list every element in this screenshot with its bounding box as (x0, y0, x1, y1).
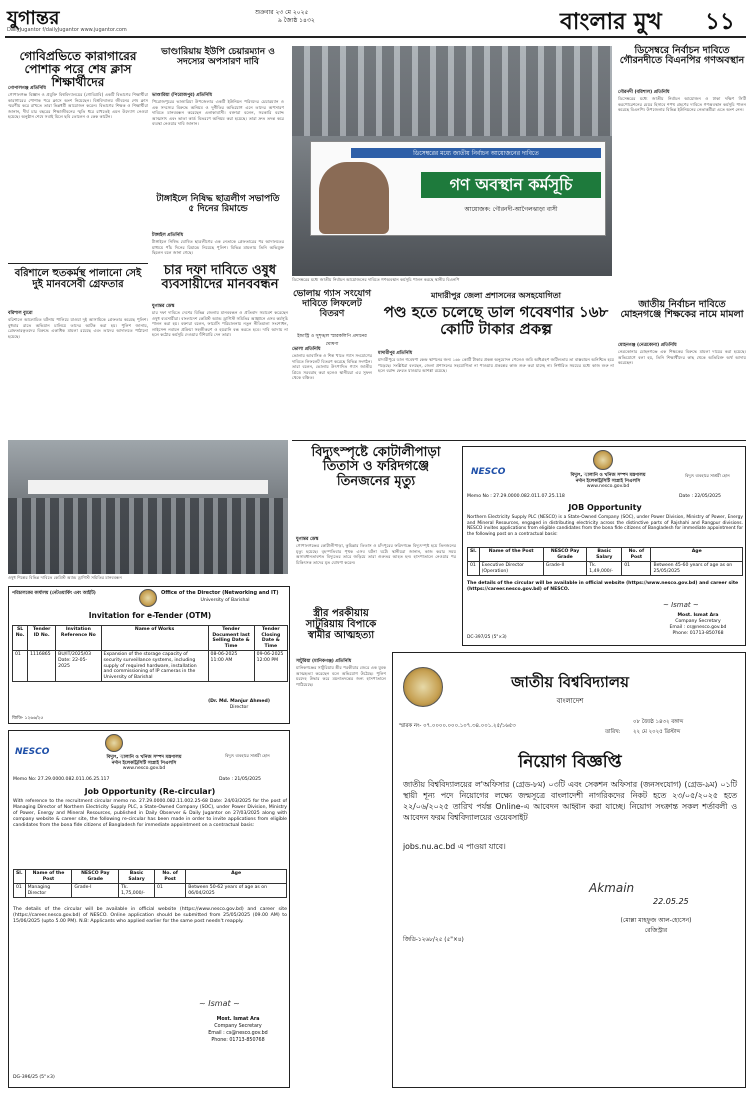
social-links[interactable]: DailyJugantor f/dailyJugantor www.jugantor.com (7, 27, 127, 33)
nesco-sign-title: Company Secretary (675, 619, 721, 624)
cell: Tk. 1,75,000/- (119, 884, 155, 898)
story-4-body: চার দফা দাবিতে দেশের বিভিন্ন জেলায় মানববন্ধন ও প্রতিবাদ সমাবেশ করেছেন ওষুধ ব্যবসায়ীরা। বাংলাদেশ কেমিস্ট অ্যান্ড ড্রাগিস্ট সমিতির আহ্বানে এসব কর্মসূচি পালন করা হয়। বক্তারা বলেন, ফার্মেসি পরিচালনায় নতুন নীতিমালা সংশোধন, লাইসেন্স নবায়ন প্রক্রিয়া সহজীকরণ ও হয়রানি বন্ধ করতে হবে। দাবি আদায় না হলে কঠোর কর্মসূচি দেওয়ার হুঁশিয়ারি দেন তারা। (152, 310, 288, 338)
rally-banner (310, 141, 606, 236)
cell: 01 (468, 562, 480, 576)
nesco-emblem-icon (105, 734, 123, 752)
tender-sign-name: (Dr. Md. Manjur Ahmed) (208, 699, 270, 704)
nesco-memo: Memo No: 27.29.0000.082.011.06.25.117 (13, 777, 110, 782)
nesco-memo: Memo No : 27.29.0000.082.011.07.25.118 (467, 494, 565, 499)
nesco-table (467, 547, 743, 576)
story-1-body: গোপালগঞ্জ বিজ্ঞান ও প্রযুক্তি বিশ্ববিদ্যালয়ের (গোবিপ্রবি) একটি বিভাগের শিক্ষার্থীরা কারাগারের পোশাক পরে ক্লাসে অংশ নিয়েছেন। বিশ্ববিদ্যালয় জীবনের শেষ ক্লাস স্মরণীয় করে রাখতে তারা ভিন্নধর্মী আয়োজন করেন। বিভাগের শিক্ষক ও শিক্ষার্থীরা জানান, দীর্ঘ চার বছরের শিক্ষাজীবনের স্মৃতি ধরে রাখতেই এমন উদ্যোগ নেওয়া হয়েছে। অনুষ্ঠান শেষে সবাই মিলে ছবি তোলেন ও কেক কাটেন। (8, 92, 148, 120)
cell: 01 (155, 884, 186, 898)
th: Sl. (14, 870, 26, 884)
story-4-byline: যুগান্তর ডেস্ক (152, 304, 175, 309)
cell: BU/IT/2025/03 Date: 22-05-2025 (56, 651, 101, 682)
signature: ~ Ismat ~ (199, 999, 240, 1008)
story-8-body: মাদারীপুরে ডাল গবেষণা কেন্দ্র স্থাপনের জন্য ১৬৮ কোটি টাকার প্রকল্প অনুমোদন পেলেও জমি অধিগ্রহণ জটিলতায় তা বাস্তবায়ন অনিশ্চিত হয়ে পড়েছে। সংশ্লিষ্টরা বলছেন, জেলা প্রশাসনের সহযোগিতা না পাওয়ায় প্রকল্পের কাজ শুরু করা যাচ্ছে না। নির্ধারিত সময়ের মধ্যে কাজ শুরু না হলে বরাদ্দ ফেরত যাওয়ার আশঙ্কা রয়েছে। (378, 357, 614, 374)
nesco-emblem-icon (593, 450, 613, 470)
nesco-phone: Phone: 01713-850768 (672, 631, 724, 636)
tender-table (12, 625, 288, 682)
th: Name of the Post (479, 548, 543, 562)
crowd-top (292, 46, 612, 136)
nesco-title: JOB Opportunity (568, 503, 642, 512)
medicine-protest-photo (8, 440, 288, 574)
nu-date2: ২২ মে ২০২৫ খ্রিস্টাব্দ (633, 729, 681, 735)
cell: Executive Director (Operation) (479, 562, 543, 576)
story-10-body: গোপালগঞ্জের কোটালীপাড়া, কুমিল্লার তিতাস ও চাঁদপুরের ফরিদগঞ্জে বিদ্যুৎস্পৃষ্ট হয়ে তিনজনের মৃত্যু হয়েছে। বৃহস্পতিবার পৃথক এসব ঘটনা ঘটে। স্থানীয়রা জানান, কাজ করার সময় অসাবধানতাবশত বিদ্যুতের তারে জড়িয়ে তারা গুরুতর আহত হন। হাসপাতালে নেওয়ার পর চিকিৎসক তাদের মৃত ঘোষণা করেন। (296, 543, 456, 565)
th: Basic Salary (119, 870, 155, 884)
ad-code: DG-396/25 (5"×3) (13, 1075, 55, 1080)
story-11-title: স্ত্রীর পরকীয়ায় সাটুরিয়ায় বিপাকে স্বামীর আত্মহত্যা (305, 608, 377, 641)
nu-signer-title: রেজিস্ট্রার (644, 927, 668, 934)
tender-sign-title: Director (229, 705, 249, 710)
story-2-title: ভাণ্ডারিয়ায় ইউপি চেয়ারম্যান ও সদস্যের অপসারণ দাবি (161, 47, 275, 67)
th: Name of Works (101, 626, 208, 651)
nesco-table (13, 869, 287, 898)
story-3-body: টাঙ্গাইলে নিষিদ্ধ ঘোষিত ছাত্রলীগের এক নেতাকে গ্রেফতারের পর আদালতের মাধ্যমে পাঁচ দিনের রিমান্ডে নিয়েছে পুলিশ। বিভিন্ন মামলায় তিনি অভিযুক্ত ছিলেন বলে জানা গেছে। (152, 239, 284, 256)
story-11-byline: সাটুরিয়া (মানিকগঞ্জ) প্রতিনিধি (296, 659, 352, 664)
nesco-table-header (468, 548, 743, 562)
nu-date-label: তারিখ: (605, 729, 621, 735)
nu-signer: (মোল্লা মাহফুজ আল-হোসেন) (620, 917, 692, 924)
nu-signature: Akmain (589, 881, 635, 895)
story-7-kicker: ইন্ডাস্ট্রি ও সুশৃঙ্খল স্মারকলিপি প্রদানের ঘোষণা (297, 334, 367, 347)
cell: 09-06-2025 12:00 PM (254, 651, 287, 682)
story-7-body: ভোলায় আবাসিক ও শিল্প খাতে গ্যাস সংযোগের দাবিতে লিফলেট বিতরণ করেছে বিভিন্ন সংগঠন। তারা বলেন, ভোলায় উৎপাদিত গ্যাস জাতীয় গ্রিডে সরবরাহ করা হলেও স্থানীয়রা এর সুফল থেকে বঞ্চিত। (292, 353, 372, 381)
story-3-byline: টাঙ্গাইল প্রতিনিধি (152, 233, 184, 238)
th: Tender Closing Date & Time (254, 626, 287, 651)
story-4-title: চার দফা দাবিতে ওষুধ ব্যবসায়ীদের মানববন্ধন (161, 263, 279, 293)
cell: Between 50-62 years of age as on 06/04/2025 (186, 884, 287, 898)
story-9-body: নেত্রকোনার মোহনগঞ্জে এক শিক্ষকের বিরুদ্ধে মামলা দায়ের করা হয়েছে। অভিযোগে বলা হয়, তিনি শিক্ষার্থীদের কাছ থেকে অতিরিক্ত অর্থ আদায় করেছেন। (618, 349, 746, 366)
th: Tender Document last Selling Date & Time (208, 626, 254, 651)
story-9-byline: মোহনগঞ্জ (নেত্রকোনা) প্রতিনিধি (618, 343, 677, 348)
tender-office-bn: পরিচালকের কার্যালয় (নেটওয়ার্কিং এবং আইটি) (12, 591, 96, 596)
banner-line-3: আয়োজক: গৌরনদী-আগৈলঝাড়া বাসী (464, 206, 558, 213)
nesco-email: Email : cs@nesco.gov.bd (208, 1031, 268, 1036)
nesco-email: Email : cs@nesco.gov.bd (669, 625, 727, 630)
nesco-web[interactable]: www.nesco.gov.bd (122, 766, 166, 771)
story-2-byline: ভাণ্ডারিয়া (পিরোজপুর) প্রতিনিধি (152, 93, 213, 98)
tender-ad (8, 586, 290, 724)
banner-strip (28, 480, 268, 494)
university-emblem-icon (139, 589, 157, 607)
cell: 01 (622, 562, 651, 576)
story-9-title: জাতীয় নির্বাচন দাবিতে মোহনগঞ্জে শিক্ষকের নামে মামলা (620, 299, 744, 321)
nesco-logo: NESCO (471, 467, 506, 477)
story-1-title: গোবিপ্রভিতে কারাগারের পোশাক পরে শেষ ক্লাস শিক্ষার্থীদের (19, 49, 137, 90)
nesco-phone: Phone: 01713-850768 (211, 1038, 265, 1043)
tender-table-header (13, 626, 288, 651)
cell: Expansion of the storage capacity of security surveillance systems, including supply of required hardware, installation and commissioning of IP cameras in the University of Barishal (101, 651, 208, 682)
nu-title: নিয়োগ বিজ্ঞপ্তি (518, 752, 622, 772)
story-6-byline: বরিশাল ব্যুরো (8, 311, 33, 316)
medicine-photo-caption: ওষুধ শিল্পের বিভিন্ন দাবিতে কেমিস্ট অ্যান্ড ড্রাগিস্ট সমিতির মানববন্ধন (8, 575, 122, 580)
nesco-job-ad (462, 446, 746, 646)
th: Name of the Post (25, 870, 72, 884)
nesco-sign-name: Most. Ismat Ara (216, 1017, 260, 1022)
rally-photo-caption: ডিসেম্বরের মধ্যে জাতীয় নির্বাচন আয়োজনের দাবিতে গণঅবস্থান কর্মসূচি পালন করছে স্থানীয় বিএনপি (292, 277, 460, 282)
nu-ref: স্মারক নং- ০৭.০০০০.০০০.১০৭.৩৪.০০১.২৫/১৬৫৩ (399, 723, 516, 729)
cell: 01 (13, 651, 28, 682)
tender-office-en: Office of the Director (Networking and IT) (161, 590, 279, 596)
table-row (468, 562, 743, 576)
nesco-date: Date : 21/05/2025 (219, 777, 261, 782)
th: Age (186, 870, 287, 884)
nesco-recircular-ad (8, 730, 290, 1088)
divider (8, 263, 148, 264)
story-10-title: বিদ্যুৎস্পৃষ্টে কোটালীপাড়া তিতাস ও ফরিদগঞ্জে তিনজনের মৃত্যু (311, 445, 441, 489)
banner-portrait (319, 162, 389, 234)
cell: 1116865 (28, 651, 56, 682)
nesco-ministry: বিদ্যুৎ, জ্বালানি ও খনিজ সম্পদ মন্ত্রণালয় (570, 473, 646, 478)
nu-name: জাতীয় বিশ্ববিদ্যালয় (511, 673, 629, 691)
masthead-logo: যুগান্তর (7, 7, 60, 29)
story-5-byline: গৌরনদী (বরিশাল) প্রতিনিধি (618, 90, 670, 95)
nu-date1: ০৮ জ্যৈষ্ঠ ১৪৩২ বঙ্গাব্দ (633, 719, 684, 725)
banner-line-2: গণ অবস্থান কর্মসূচি (421, 172, 601, 198)
story-7-byline: ভোলা প্রতিনিধি (292, 347, 321, 352)
date-line-1: শুক্রবার ২৩ মে ২০২৫ (255, 9, 309, 16)
story-8-title: পণ্ড হতে চলেছে ডাল গবেষণার ১৬৮ কোটি টাকার প্রকল্প (383, 303, 609, 338)
banner-line-1: ডিসেম্বরের মধ্যে জাতীয় নির্বাচন আয়োজনের দাবিতে (351, 148, 601, 158)
story-1-byline: গোপালগঞ্জ প্রতিনিধি (8, 86, 46, 91)
nesco-company: নর্দান ইলেকট্রিসিটি সাপ্লাই পিএলসি (575, 479, 641, 484)
story-11-body: মানিকগঞ্জের সাটুরিয়ায় স্ত্রীর পরকীয়ার জেরে এক যুবক আত্মহত্যা করেছেন বলে অভিযোগ উঠেছে। পুলিশ মরদেহ উদ্ধার করে ময়নাতদন্তের জন্য হাসপাতালে পাঠিয়েছে। (296, 665, 386, 687)
ad-code: জিডি- ১২৬৬/২৫ (12, 716, 44, 721)
nesco-body: With reference to the recruitment circular memo no. 27.29.0000.082.11.002.25-68 Date: 24/03/2025 for the post of Managing Director of Northern Electricity Supply PLC, a State-Owned Company (SOC), under Power Division, Ministry of Power, Energy and Mineral Resources, published in Daily Observer & Daily Jugantor on 27/03/2025 along with company website & career site, the following re-circular has been made in order to invite applications from eligible candidates from the bona fide citizens of Bangladesh for immediate appointment on a contractual basis: (13, 799, 287, 828)
story-5-body: ডিসেম্বরের মধ্যে জাতীয় নির্বাচন আয়োজন ও ঢাকা দক্ষিণ সিটি করপোরেশনের মেয়র হিসাবে শপথ গ্রহণের দাবিতে গণঅবস্থান কর্মসূচি পালন করেছে বিএনপি। উপজেলার বিভিন্ন ইউনিয়নের নেতাকর্মীরা এতে অংশ নেন। (618, 96, 746, 113)
nesco-tagline: বিদ্যুৎ ব্যবহারে সাশ্রয়ী হোন (225, 753, 270, 758)
nesco-sign-title: Company Secretary (214, 1024, 262, 1029)
story-10-byline: যুগান্তর ডেস্ক (296, 537, 319, 542)
th: Sl. (468, 548, 480, 562)
nu-recruitment-ad (392, 652, 746, 1088)
nu-site[interactable]: jobs.nu.ac.bd এ পাওয়া যাবে। (403, 842, 506, 851)
nu-body: জাতীয় বিশ্ববিদ্যালয়ের ল'অফিসার (গ্রেড-৮ম) ০৩টি এবং সেকশন অফিসার (জনসংযোগ) (গ্রেড-৯ম) ০১টি স্থায়ী শূন্য পদে নিয়োগের লক্ষ্যে জন্মসূত্রে বাংলাদেশী নাগরিকদের নিকট হতে ২৩/০৫/২০২৫ হতে ২২/০৬/২০২৫ তারিখ পর্যন্ত Online-এ আবেদন আহ্বান করা যাচ্ছে। নিয়োগ সংক্রান্ত সকল শর্তাবলী ও আবেদন ফরম বিশ্ববিদ্যালয়ের ওয়েবসাইট (403, 780, 737, 822)
page-number: ১১ (705, 8, 735, 35)
th: NESCO Pay Grade (72, 870, 119, 884)
masthead-rule (5, 36, 746, 38)
date-line-2: ৯ জ্যৈষ্ঠ ১৪৩২ (278, 17, 315, 24)
signature: ~ Ismat ~ (663, 601, 699, 609)
th: Age (651, 548, 743, 562)
cell: Managing Director (25, 884, 72, 898)
nesco-footer: The details of the circular will be available in official website (https://www.nesco.gov.bd) and career site (https://career.nesco.gov.bd) of NESCO. Online application should be submitted from 25/05/2025 (09.00 AM) to 15/06/2025 (upto 5.00 PM). N.B: Applicants who applied earlier for the same post needn't reapply. (13, 907, 287, 924)
story-7-title: ভোলায় গ্যাস সংযোগ দাবিতে লিফলেট বিতরণ (292, 289, 372, 319)
th: No. of Post (622, 548, 651, 562)
ad-code: জিডি-১২৬৮/২৫ (৫"×৪) (403, 937, 464, 943)
rally-banner-photo (292, 46, 612, 276)
cell: Grade-II (543, 562, 586, 576)
story-8-byline: মাদারীপুর প্রতিনিধি (378, 351, 413, 356)
story-3-title: টাঙ্গাইলে নিষিদ্ধ ছাত্রলীগ সভাপতি ৫ দিনের রিমান্ডে (156, 194, 280, 214)
nesco-sign-name: Most. Ismat Ara (677, 613, 719, 618)
table-row (13, 651, 288, 682)
cell: 08-06-2025 11:00 AM (208, 651, 254, 682)
nesco-body: Northern Electricity Supply PLC (NESCO) is a State-Owned Company (SOC), under Power Division, Ministry of Power, Energy and Mineral Resources, engaged in distributing electricity across the distinctive parts of Rajshahi and Rangpur divisions. NESCO invites applications from eligible candidates from the bona fide citizens of Bangladesh for immediate appointment for the following post on a contractual basis: (467, 515, 743, 537)
story-5-title: ডিসেম্বরে নির্বাচন দাবিতে গৌরনদীতে বিএনপির গণঅবস্থান (619, 45, 745, 67)
nu-sign-date: 22.05.25 (653, 897, 689, 906)
story-2-body: পিরোজপুরের ভাণ্ডারিয়া উপজেলার একটি ইউনিয়ন পরিষদের চেয়ারম্যান ও এক সদস্যের বিরুদ্ধে অনিয়ম ও দুর্নীতির অভিযোগ এনে তাদের অপসারণ দাবিতে মানববন্ধন করেছেন এলাকাবাসী। বক্তারা বলেন, সরকারি বরাদ্দ আত্মসাৎ এবং ভাতা কার্ড বিতরণে অনিয়ম করা হয়েছে। তারা দ্রুত তদন্ত করে ব্যবস্থা নেওয়ার দাবি জানান। (152, 99, 284, 127)
cell: Tk. 1,49,000/- (587, 562, 622, 576)
nesco-company: নর্দান ইলেকট্রিসিটি সাপ্লাই পিএলসি (111, 761, 177, 766)
nesco-table-header (14, 870, 287, 884)
th: No. of Post (155, 870, 186, 884)
nesco-date: Date : 22/05/2025 (679, 494, 721, 499)
crowd (8, 498, 288, 574)
table-row (14, 884, 287, 898)
story-6-body: বরিশালে আলোচিত ঘটনায় পালিয়ে যাওয়া দুই আসামিকে গ্রেফতার করেছে পুলিশ। বুধবার রাতে অভিযান চালিয়ে তাদের আটক করা হয়। পুলিশ জানায়, গ্রেফতারকৃতদের বিরুদ্ধে একাধিক মামলা রয়েছে এবং তাদের আদালতে পাঠানো হয়েছে। (8, 317, 148, 339)
story-6-title: বরিশালে হুতকর্মস্থ পালানো সেই দুই মানবসেবী গ্রেফতার (14, 268, 142, 290)
tender-title: Invitation for e-Tender (OTM) (88, 611, 212, 620)
th: SL No. (13, 626, 28, 651)
nesco-logo: NESCO (15, 747, 50, 757)
story-8-kicker: মাদারীপুর জেলা প্রশাসনের অসহযোগিতা (431, 291, 561, 300)
nesco-tagline: বিদ্যুৎ ব্যবহারে সাশ্রয়ী হোন (685, 473, 730, 478)
nesco-title: Job Opportunity (Re-circular) (84, 787, 216, 796)
nesco-footer: The details of the circular will be available in official website (https://www.nesco.gov.bd) and career site (https://career.nesco.gov.bd) of NESCO. (467, 581, 739, 592)
th: NESCO Pay Grade (543, 548, 586, 562)
tender-univ: University of Barishal (200, 598, 250, 603)
nu-emblem-icon (403, 667, 443, 707)
th: Invitation Reference No (56, 626, 101, 651)
cell: 01 (14, 884, 26, 898)
th: Tender ID No. (28, 626, 56, 651)
cell: Grade-I (72, 884, 119, 898)
th: Basic Salary (587, 548, 622, 562)
divider (292, 440, 746, 441)
cell: Between 45-60 years of age as on 25/05/2025 (651, 562, 743, 576)
nu-country: বাংলাদেশ (556, 697, 584, 705)
ad-code: DC-397/25 (5"×3) (467, 635, 507, 640)
nesco-ministry: বিদ্যুৎ, জ্বালানি ও খনিজ সম্পদ মন্ত্রণালয় (106, 755, 182, 760)
nesco-web[interactable]: www.nesco.gov.bd (586, 484, 630, 489)
masthead (0, 0, 751, 38)
section-title: বাংলার মুখ (560, 8, 662, 35)
